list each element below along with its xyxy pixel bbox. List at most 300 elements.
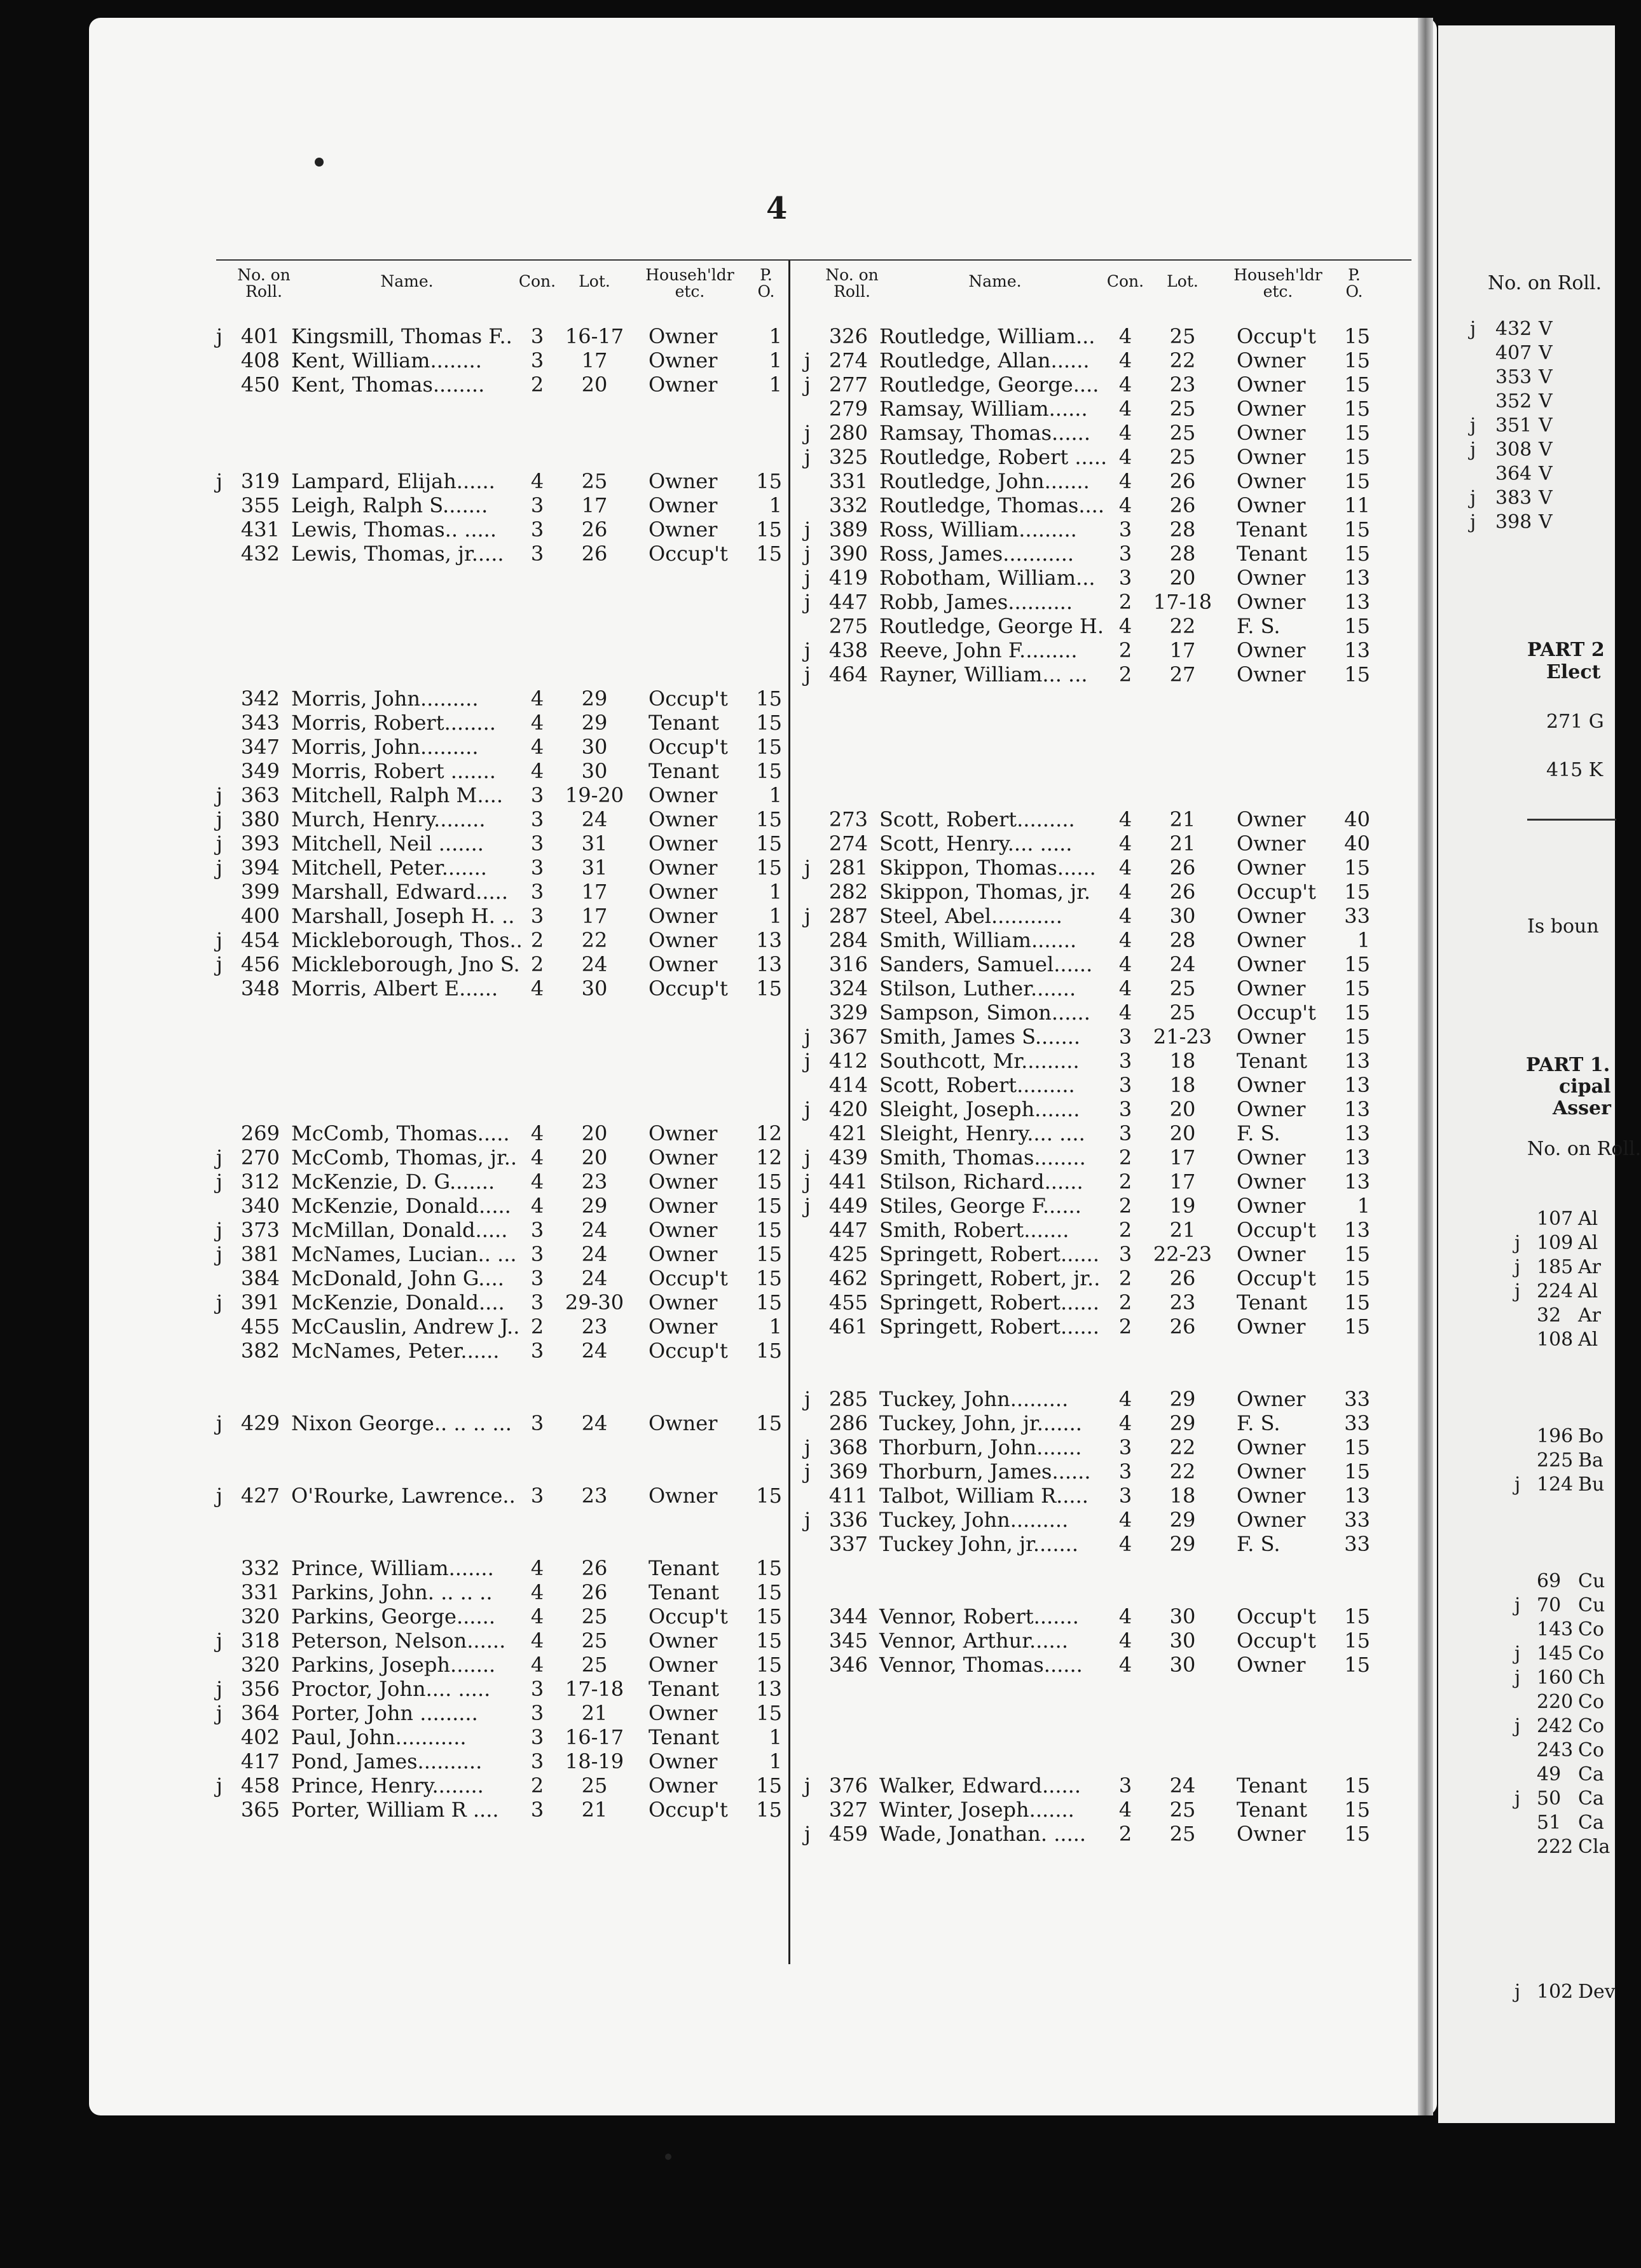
juror-mark: j (216, 783, 223, 807)
post-office: 15 (1344, 1435, 1370, 1459)
voter-name: Ross, William......... (879, 517, 1077, 542)
householder-status: F. S. (1237, 1121, 1281, 1145)
juror-mark: j (804, 1025, 811, 1049)
juror-mark: j (804, 1773, 811, 1798)
householder-status: Owner (649, 783, 718, 807)
roll-number: 373 (240, 1218, 280, 1242)
spacer-row (216, 590, 782, 614)
juror-mark: j (216, 952, 223, 976)
table-row (804, 1484, 1377, 1508)
post-office: 15 (1344, 856, 1370, 880)
lot-number: 18 (1169, 1484, 1196, 1508)
voter-name: Talbot, William R..... (879, 1484, 1088, 1508)
concession: 4 (1118, 1532, 1132, 1556)
roll-number: 269 (240, 1121, 280, 1145)
lot-number: 17 (1169, 638, 1196, 662)
post-office: 15 (756, 1629, 782, 1653)
householder-status: Owner (649, 1629, 718, 1653)
voter-name: Al (1578, 1329, 1598, 1351)
juror-mark: j (1514, 1787, 1521, 1810)
concession: 3 (530, 880, 544, 904)
householder-status: Owner (1237, 1194, 1306, 1218)
page-number: 4 (766, 191, 788, 226)
juror-mark: j (216, 1242, 223, 1266)
householder-status: Owner (1237, 856, 1306, 880)
householder-status: Tenant (1237, 1773, 1307, 1798)
lot-number: 28 (1169, 928, 1196, 952)
roll-number: 380 (240, 807, 280, 831)
juror-mark: j (804, 517, 811, 542)
roll-number: 425 (828, 1242, 868, 1266)
concession: 4 (1118, 493, 1132, 517)
householder-status: Owner (649, 1749, 718, 1773)
voter-name: Walker, Edward...... (879, 1773, 1081, 1798)
concession: 3 (1118, 1073, 1132, 1097)
roll-number: 449 (828, 1194, 868, 1218)
householder-status: Owner (1237, 1145, 1306, 1170)
roll-number: 327 (828, 1798, 868, 1822)
table-row (804, 324, 1377, 348)
post-office: 13 (1344, 590, 1370, 614)
voter-name: Prince, Henry........ (291, 1773, 484, 1798)
voter-name: Proctor, John.... ..... (291, 1677, 491, 1701)
householder-status: Owner (1237, 421, 1306, 445)
voter-name: Leigh, Ralph S....... (291, 493, 488, 517)
voter-name: Mitchell, Neil ....... (291, 831, 484, 856)
concession: 2 (1118, 590, 1132, 614)
post-office: 12 (756, 1145, 782, 1170)
roll-number: 196 (1537, 1425, 1574, 1447)
roll-number: 32 (1537, 1304, 1562, 1327)
roll-number: 417 (240, 1749, 280, 1773)
concession: 3 (530, 1290, 544, 1315)
concession: 3 (530, 517, 544, 542)
spacer-row (216, 1387, 782, 1411)
roll-number: 325 (828, 445, 868, 469)
con-header: Con. (518, 272, 556, 290)
roll-number: 345 (828, 1629, 868, 1653)
table-row (804, 1508, 1377, 1532)
lot-number: 20 (1169, 1097, 1196, 1121)
post-office: 15 (1344, 880, 1370, 904)
roll-number: 376 (828, 1773, 868, 1798)
householder-status: Occup't (649, 1604, 728, 1629)
juror-mark: j (216, 856, 223, 880)
householder-status: Occup't (649, 687, 728, 711)
lot-number: 20 (581, 372, 608, 397)
table-row (216, 1725, 782, 1749)
householder-status: Tenant (649, 1556, 719, 1580)
voter-name: V (1539, 439, 1553, 461)
householder-status: Owner (1237, 1508, 1306, 1532)
post-office: 1 (769, 880, 782, 904)
concession: 4 (1118, 1387, 1132, 1411)
householder-status: Owner (1237, 1025, 1306, 1049)
concession: 3 (530, 904, 544, 928)
post-office: 13 (1344, 1145, 1370, 1170)
roll-number: 431 (240, 517, 280, 542)
roll-number: 390 (828, 542, 868, 566)
roll-number: 355 (240, 493, 280, 517)
voter-name: Co (1578, 1691, 1605, 1713)
part-title: PART 2 (1527, 639, 1605, 661)
table-row (804, 880, 1377, 904)
concession: 3 (530, 348, 544, 372)
lot-number: 24 (581, 1218, 608, 1242)
voter-name: Skippon, Thomas, jr. (879, 880, 1091, 904)
spacer-row (216, 614, 782, 638)
householder-status: Owner (1237, 638, 1306, 662)
roll-number: 285 (828, 1387, 868, 1411)
concession: 3 (530, 493, 544, 517)
concession: 4 (1118, 348, 1132, 372)
concession: 4 (1118, 397, 1132, 421)
concession: 4 (530, 1653, 544, 1677)
voter-name: Routledge, Thomas.... (879, 493, 1104, 517)
status-header: Househ'ldr etc. (645, 266, 734, 301)
table-row (216, 928, 782, 952)
voter-name: Routledge, William... (879, 324, 1095, 348)
post-office: 15 (756, 1701, 782, 1725)
juror-mark: j (1514, 1643, 1521, 1665)
post-office: 1 (769, 372, 782, 397)
voter-name: McKenzie, D. G....... (291, 1170, 495, 1194)
roll-number: 277 (828, 372, 868, 397)
concession: 2 (1118, 1170, 1132, 1194)
roll-number: 108 (1537, 1329, 1574, 1351)
voter-name: Tuckey, John......... (879, 1387, 1069, 1411)
householder-status: Tenant (649, 1677, 719, 1701)
concession: 4 (530, 759, 544, 783)
voter-name: Routledge, John....... (879, 469, 1090, 493)
roll-number: 447 (828, 1218, 868, 1242)
lot-number: 19-20 (565, 783, 624, 807)
table-row (804, 542, 1377, 566)
spacer-row (216, 1508, 782, 1532)
householder-status: Owner (1237, 1073, 1306, 1097)
voter-name: Ba (1578, 1449, 1603, 1472)
juror-mark: j (216, 1629, 223, 1653)
householder-status: Owner (1237, 1435, 1306, 1459)
juror-mark: j (1514, 1715, 1521, 1737)
householder-status: Occup't (649, 1798, 728, 1822)
roll-number: 274 (828, 348, 868, 372)
voter-name: Kent, Thomas........ (291, 372, 485, 397)
table-row (804, 1194, 1377, 1218)
lot-number: 25 (581, 1653, 608, 1677)
voter-name: Nixon George.. .. .. ... (291, 1411, 512, 1435)
juror-mark: j (216, 1701, 223, 1725)
part-subtitle: cipal (1559, 1076, 1611, 1098)
roll-number: 398 (1495, 511, 1532, 533)
spacer-row (216, 1001, 782, 1025)
roll-number: 454 (240, 928, 280, 952)
voter-name: McNames, Lucian.. ... (291, 1242, 517, 1266)
juror-mark: j (1470, 487, 1476, 509)
juror-mark: j (804, 421, 811, 445)
post-office: 1 (769, 1749, 782, 1773)
table-row (216, 783, 782, 807)
householder-status: Owner (649, 1315, 718, 1339)
post-office: 1 (769, 348, 782, 372)
table-row (216, 1242, 782, 1266)
voter-name: Marshall, Edward..... (291, 880, 509, 904)
voter-name: Parkins, George...... (291, 1604, 495, 1629)
householder-status: Owner (649, 324, 718, 348)
concession: 2 (1118, 1822, 1132, 1846)
roll-number: 143 (1537, 1618, 1574, 1641)
lot-number: 18 (1169, 1049, 1196, 1073)
roll-number: 459 (828, 1822, 868, 1846)
post-office: 13 (1344, 1170, 1370, 1194)
concession: 3 (530, 324, 544, 348)
lot-number: 25 (1169, 324, 1196, 348)
post-office: 15 (1344, 614, 1370, 638)
roll-number: 107 (1537, 1208, 1574, 1230)
table-row (216, 1194, 782, 1218)
post-office: 15 (1344, 1315, 1370, 1339)
table-row (216, 348, 782, 372)
voter-name: Lewis, Thomas.. ..... (291, 517, 497, 542)
roll-number: 439 (828, 1145, 868, 1170)
lot-number: 26 (581, 1580, 608, 1604)
name-header: Name. (380, 272, 434, 290)
juror-mark: j (216, 807, 223, 831)
post-office: 15 (756, 1411, 782, 1435)
roll-number: 400 (240, 904, 280, 928)
spacer-row (216, 566, 782, 590)
table-row (804, 1822, 1377, 1846)
roll-number: 384 (240, 1266, 280, 1290)
concession: 2 (530, 1315, 544, 1339)
voter-name: McMillan, Donald..... (291, 1218, 508, 1242)
householder-status: Tenant (1237, 1290, 1307, 1315)
table-row (804, 904, 1377, 928)
juror-mark: j (804, 856, 811, 880)
voter-name: Morris, Albert E...... (291, 976, 498, 1001)
householder-status: Owner (649, 1194, 718, 1218)
lot-number: 25 (1169, 1822, 1196, 1846)
householder-status: Owner (649, 1701, 718, 1725)
roll-number: 419 (828, 566, 868, 590)
voter-name: Porter, John ......... (291, 1701, 478, 1725)
lot-number: 24 (1169, 1773, 1196, 1798)
voter-name: Smith, James S....... (879, 1025, 1081, 1049)
table-row (216, 1266, 782, 1290)
concession: 3 (530, 783, 544, 807)
juror-mark: j (804, 904, 811, 928)
lot-number: 29 (1169, 1532, 1196, 1556)
voter-name: Ca (1578, 1763, 1604, 1786)
table-row (216, 517, 782, 542)
concession: 4 (530, 976, 544, 1001)
voter-name: O'Rourke, Lawrence.. (291, 1484, 516, 1508)
roll-number: 342 (240, 687, 280, 711)
table-row (216, 1484, 782, 1508)
roll-number: 421 (828, 1121, 868, 1145)
householder-status: Owner (1237, 1484, 1306, 1508)
table-row (216, 1773, 782, 1798)
table-row (804, 1798, 1377, 1822)
roll-number: 450 (240, 372, 280, 397)
householder-status: Owner (1237, 662, 1306, 687)
spacer-row (216, 1532, 782, 1556)
spacer-row (804, 711, 1377, 735)
voter-name: Routledge, George H. (879, 614, 1104, 638)
post-office: 15 (1344, 1025, 1370, 1049)
spacer-row (804, 759, 1377, 783)
lot-number: 21 (1169, 1218, 1196, 1242)
roll-number: 308 (1495, 439, 1532, 461)
post-office: 15 (1344, 421, 1370, 445)
table-row (216, 1677, 782, 1701)
voter-name: Lampard, Elijah...... (291, 469, 495, 493)
table-row (804, 348, 1377, 372)
table-row (216, 542, 782, 566)
lot-number: 30 (1169, 904, 1196, 928)
post-office: 15 (756, 735, 782, 759)
lot-number: 26 (1169, 1315, 1196, 1339)
voter-name: Bu (1578, 1473, 1605, 1496)
juror-mark: j (216, 1484, 223, 1508)
roll-number: 346 (828, 1653, 868, 1677)
voter-name: Ar (1578, 1256, 1602, 1278)
lot-number: 17 (581, 880, 608, 904)
lot-number: 26 (1169, 493, 1196, 517)
table-row (216, 952, 782, 976)
voter-name: Ca (1578, 1812, 1604, 1834)
lot-number: 26 (1169, 469, 1196, 493)
concession: 3 (1118, 1435, 1132, 1459)
concession: 4 (1118, 1653, 1132, 1677)
householder-status: Owner (1237, 469, 1306, 493)
voter-name: McKenzie, Donald.... (291, 1290, 505, 1315)
page-fold (1418, 18, 1433, 2115)
lot-number: 24 (581, 1266, 608, 1290)
post-office: 1 (769, 1725, 782, 1749)
post-office: 15 (1344, 1001, 1370, 1025)
lot-number: 24 (581, 807, 608, 831)
householder-status: Occup't (649, 735, 728, 759)
table-row (216, 687, 782, 711)
post-office: 15 (1344, 1798, 1370, 1822)
voter-name: Mitchell, Ralph M.... (291, 783, 503, 807)
householder-status: Occup't (649, 542, 728, 566)
roll-number: 344 (828, 1604, 868, 1629)
lot-number: 18-19 (565, 1749, 624, 1773)
voter-name: Parkins, Joseph....... (291, 1653, 496, 1677)
concession: 4 (1118, 1629, 1132, 1653)
voter-name: Lewis, Thomas, jr..... (291, 542, 504, 566)
name-header: Name. (968, 272, 1022, 290)
roll-number: 287 (828, 904, 868, 928)
lot-number: 16-17 (565, 324, 624, 348)
lot-number: 22-23 (1153, 1242, 1212, 1266)
roll-number: 432 (1495, 318, 1532, 340)
roll-number: 381 (240, 1242, 280, 1266)
concession: 3 (1118, 517, 1132, 542)
table-row (804, 1097, 1377, 1121)
lot-number: 22 (1169, 1459, 1196, 1484)
voter-name: Co (1578, 1643, 1605, 1665)
table-row (216, 1339, 782, 1363)
voter-name: Robb, James.......... (879, 590, 1073, 614)
householder-status: Tenant (1237, 542, 1307, 566)
voter-name: Sleight, Joseph....... (879, 1097, 1080, 1121)
lot-number: 16-17 (565, 1725, 624, 1749)
voter-name: Routledge, Allan...... (879, 348, 1090, 372)
spacer-row (216, 1459, 782, 1484)
lot-number: 30 (1169, 1653, 1196, 1677)
voter-name: Cla (1578, 1836, 1610, 1858)
lot-number: 26 (1169, 880, 1196, 904)
roll-number: 363 (240, 783, 280, 807)
post-office: 15 (1344, 662, 1370, 687)
roll-number: 353 (1495, 366, 1532, 388)
table-row (216, 1749, 782, 1773)
juror-mark: j (1514, 1280, 1521, 1302)
voter-name: Winter, Joseph....... (879, 1798, 1075, 1822)
post-office: 15 (756, 1653, 782, 1677)
householder-status: Owner (1237, 566, 1306, 590)
voter-name: Co (1578, 1739, 1605, 1761)
voter-name: Al (1578, 1280, 1598, 1302)
voter-name: McCauslin, Andrew J.. (291, 1315, 520, 1339)
post-office: 1 (769, 904, 782, 928)
voter-name: Skippon, Thomas...... (879, 856, 1096, 880)
table-row (216, 976, 782, 1001)
voter-name: Wade, Jonathan. ..... (879, 1822, 1087, 1846)
concession: 4 (1118, 1411, 1132, 1435)
householder-status: Owner (649, 493, 718, 517)
juror-mark: j (804, 1194, 811, 1218)
table-row (216, 904, 782, 928)
spacer-row (804, 1556, 1377, 1580)
lot-number: 25 (581, 469, 608, 493)
juror-mark: j (804, 566, 811, 590)
householder-status: Occup't (1237, 880, 1316, 904)
post-office: 15 (756, 1218, 782, 1242)
voter-name: Al (1578, 1232, 1598, 1254)
juror-mark: j (1470, 414, 1476, 437)
roll-number: 364 (1495, 463, 1532, 485)
concession: 3 (530, 1339, 544, 1363)
juror-mark: j (1514, 1232, 1521, 1254)
table-row (804, 1315, 1377, 1339)
roll-number: 455 (240, 1315, 280, 1339)
post-office: 13 (1344, 1073, 1370, 1097)
lot-number: 21 (1169, 807, 1196, 831)
concession: 3 (530, 542, 544, 566)
roll-number: 429 (240, 1411, 280, 1435)
roll-number: 461 (828, 1315, 868, 1339)
post-office: 15 (1344, 1290, 1370, 1315)
voter-name: V (1539, 390, 1553, 413)
lot-number: 24 (581, 1339, 608, 1363)
concession: 4 (1118, 880, 1132, 904)
householder-status: Owner (1237, 1097, 1306, 1121)
roll-number: 326 (828, 324, 868, 348)
concession: 4 (1118, 831, 1132, 856)
lot-number: 29 (581, 687, 608, 711)
table-row (804, 1532, 1377, 1556)
concession: 2 (1118, 1145, 1132, 1170)
householder-status: Owner (649, 517, 718, 542)
voter-name: Morris, John......... (291, 687, 479, 711)
spacer-row (216, 1025, 782, 1049)
spacer-row (804, 735, 1377, 759)
lot-number: 23 (581, 1484, 608, 1508)
